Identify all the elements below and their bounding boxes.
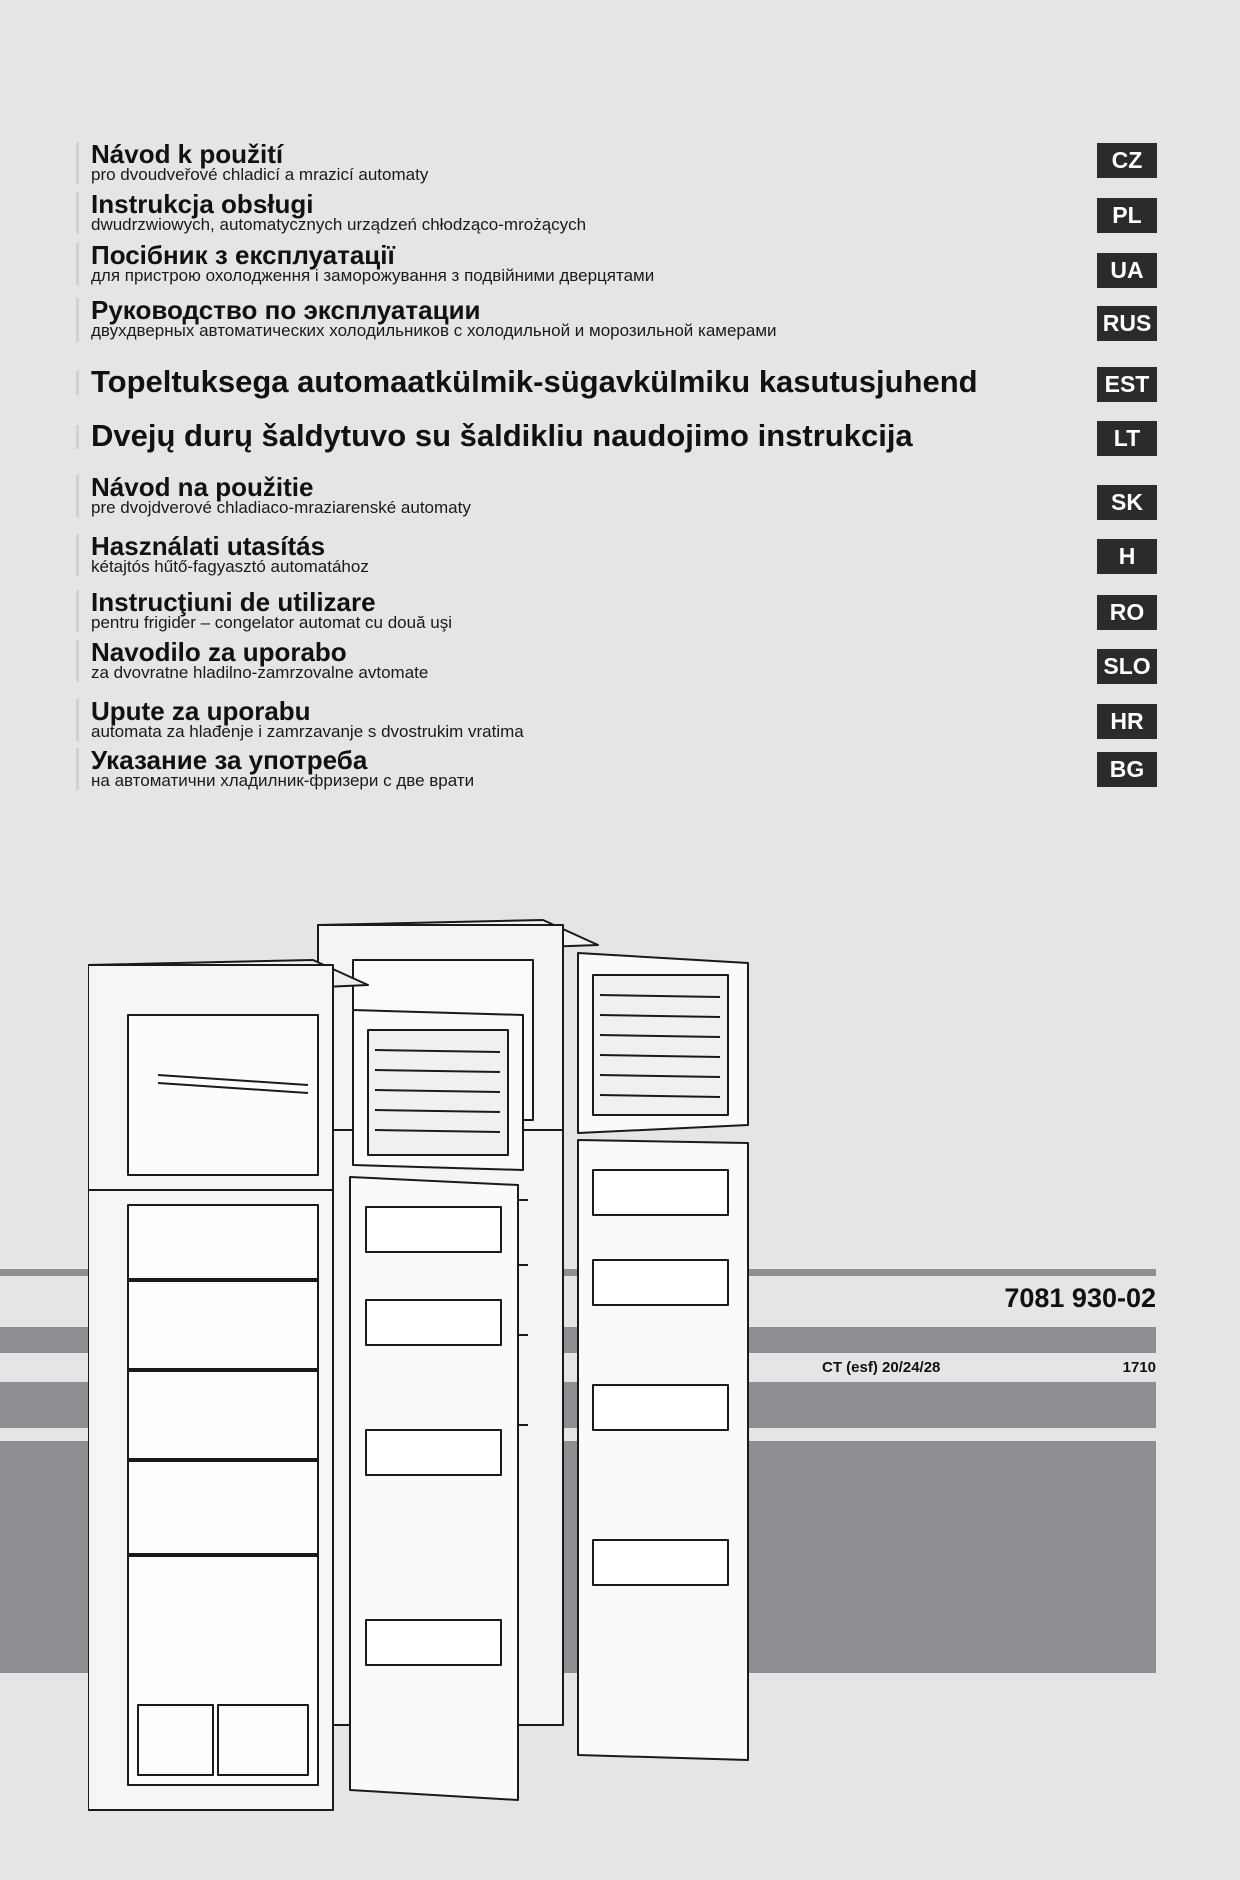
entry-marker — [76, 425, 79, 449]
language-code-est: EST — [1097, 367, 1157, 402]
manual-subtitle: pentru frigider – congelator automat cu două uşi — [91, 613, 453, 632]
manual-title: Návod na použitie — [91, 472, 314, 502]
manual-subtitle: pro dvoudveřové chladicí a mrazicí automaty — [91, 165, 429, 184]
front-fridge — [88, 960, 368, 1810]
manual-subtitle: automata za hlađenje i zamrzavanje s dvostrukim vratima — [91, 722, 524, 741]
manual-title: Topeltuksega automaatkülmik-sügavkülmiku kasutusjuhend — [91, 364, 978, 399]
entry-marker — [76, 142, 79, 184]
manual-subtitle: kétajtós hűtő-fagyasztó automatához — [91, 557, 369, 576]
entry-marker — [76, 590, 79, 632]
entry-marker — [76, 243, 79, 285]
entry-marker — [76, 640, 79, 682]
back-fridge-doors — [578, 953, 748, 1760]
language-code-hr: HR — [1097, 704, 1157, 739]
language-code-h: H — [1097, 539, 1157, 574]
manual-title: Dvejų durų šaldytuvo su šaldikliu naudojimo instrukcija — [91, 418, 913, 453]
manual-title: Указание за употреба — [91, 745, 368, 775]
refrigerator-illustration — [88, 915, 758, 1880]
language-code-bg: BG — [1097, 752, 1157, 787]
manual-title: Használati utasítás — [91, 531, 326, 561]
entry-marker — [76, 298, 79, 342]
language-code-ua: UA — [1097, 253, 1157, 288]
language-code-rus: RUS — [1097, 306, 1157, 341]
language-code-cz: CZ — [1097, 143, 1157, 178]
manual-title: Návod k použití — [91, 139, 284, 169]
entry-marker — [76, 371, 79, 395]
model-number: CT (esf) 20/24/28 — [822, 1359, 941, 1376]
manual-subtitle: za dvovratne hladilno-zamrzovalne avtomate — [91, 663, 429, 682]
manual-subtitle: на автоматични хладилник-фризери с две врати — [91, 771, 475, 790]
language-code-slo: SLO — [1097, 649, 1157, 684]
language-code-ro: RO — [1097, 595, 1157, 630]
version-number: 1710 — [1122, 1359, 1156, 1376]
entry-marker — [76, 699, 79, 741]
manual-title: Instrukcja obsługi — [91, 189, 314, 219]
manual-title: Upute za uporabu — [91, 696, 311, 726]
manual-title: Navodilo za uporabo — [91, 637, 347, 667]
document-number: 7081 930-02 — [1004, 1283, 1156, 1313]
entry-marker — [76, 192, 79, 234]
manual-subtitle: для пристрою охолодження і заморожування з подвійними дверцятами — [91, 266, 655, 285]
manual-subtitle: pre dvojdverové chladiaco-mraziarenské automaty — [91, 498, 471, 517]
entry-marker — [76, 534, 79, 576]
language-code-lt: LT — [1097, 421, 1157, 456]
front-fridge-doors — [350, 1010, 523, 1800]
entry-marker — [76, 475, 79, 517]
manual-title: Руководство по эксплуатации — [91, 295, 481, 325]
manual-title: Посібник з експлуатації — [91, 240, 395, 270]
manual-title: Instrucţiuni de utilizare — [91, 587, 376, 617]
entry-marker — [76, 748, 79, 790]
manual-subtitle: dwudrzwiowych, automatycznych urządzeń chłodząco-mrożących — [91, 215, 587, 234]
language-code-pl: PL — [1097, 198, 1157, 233]
language-code-sk: SK — [1097, 485, 1157, 520]
manual-subtitle: двухдверных автоматических холодильников с холодильной и морозильной камерами — [91, 321, 777, 340]
